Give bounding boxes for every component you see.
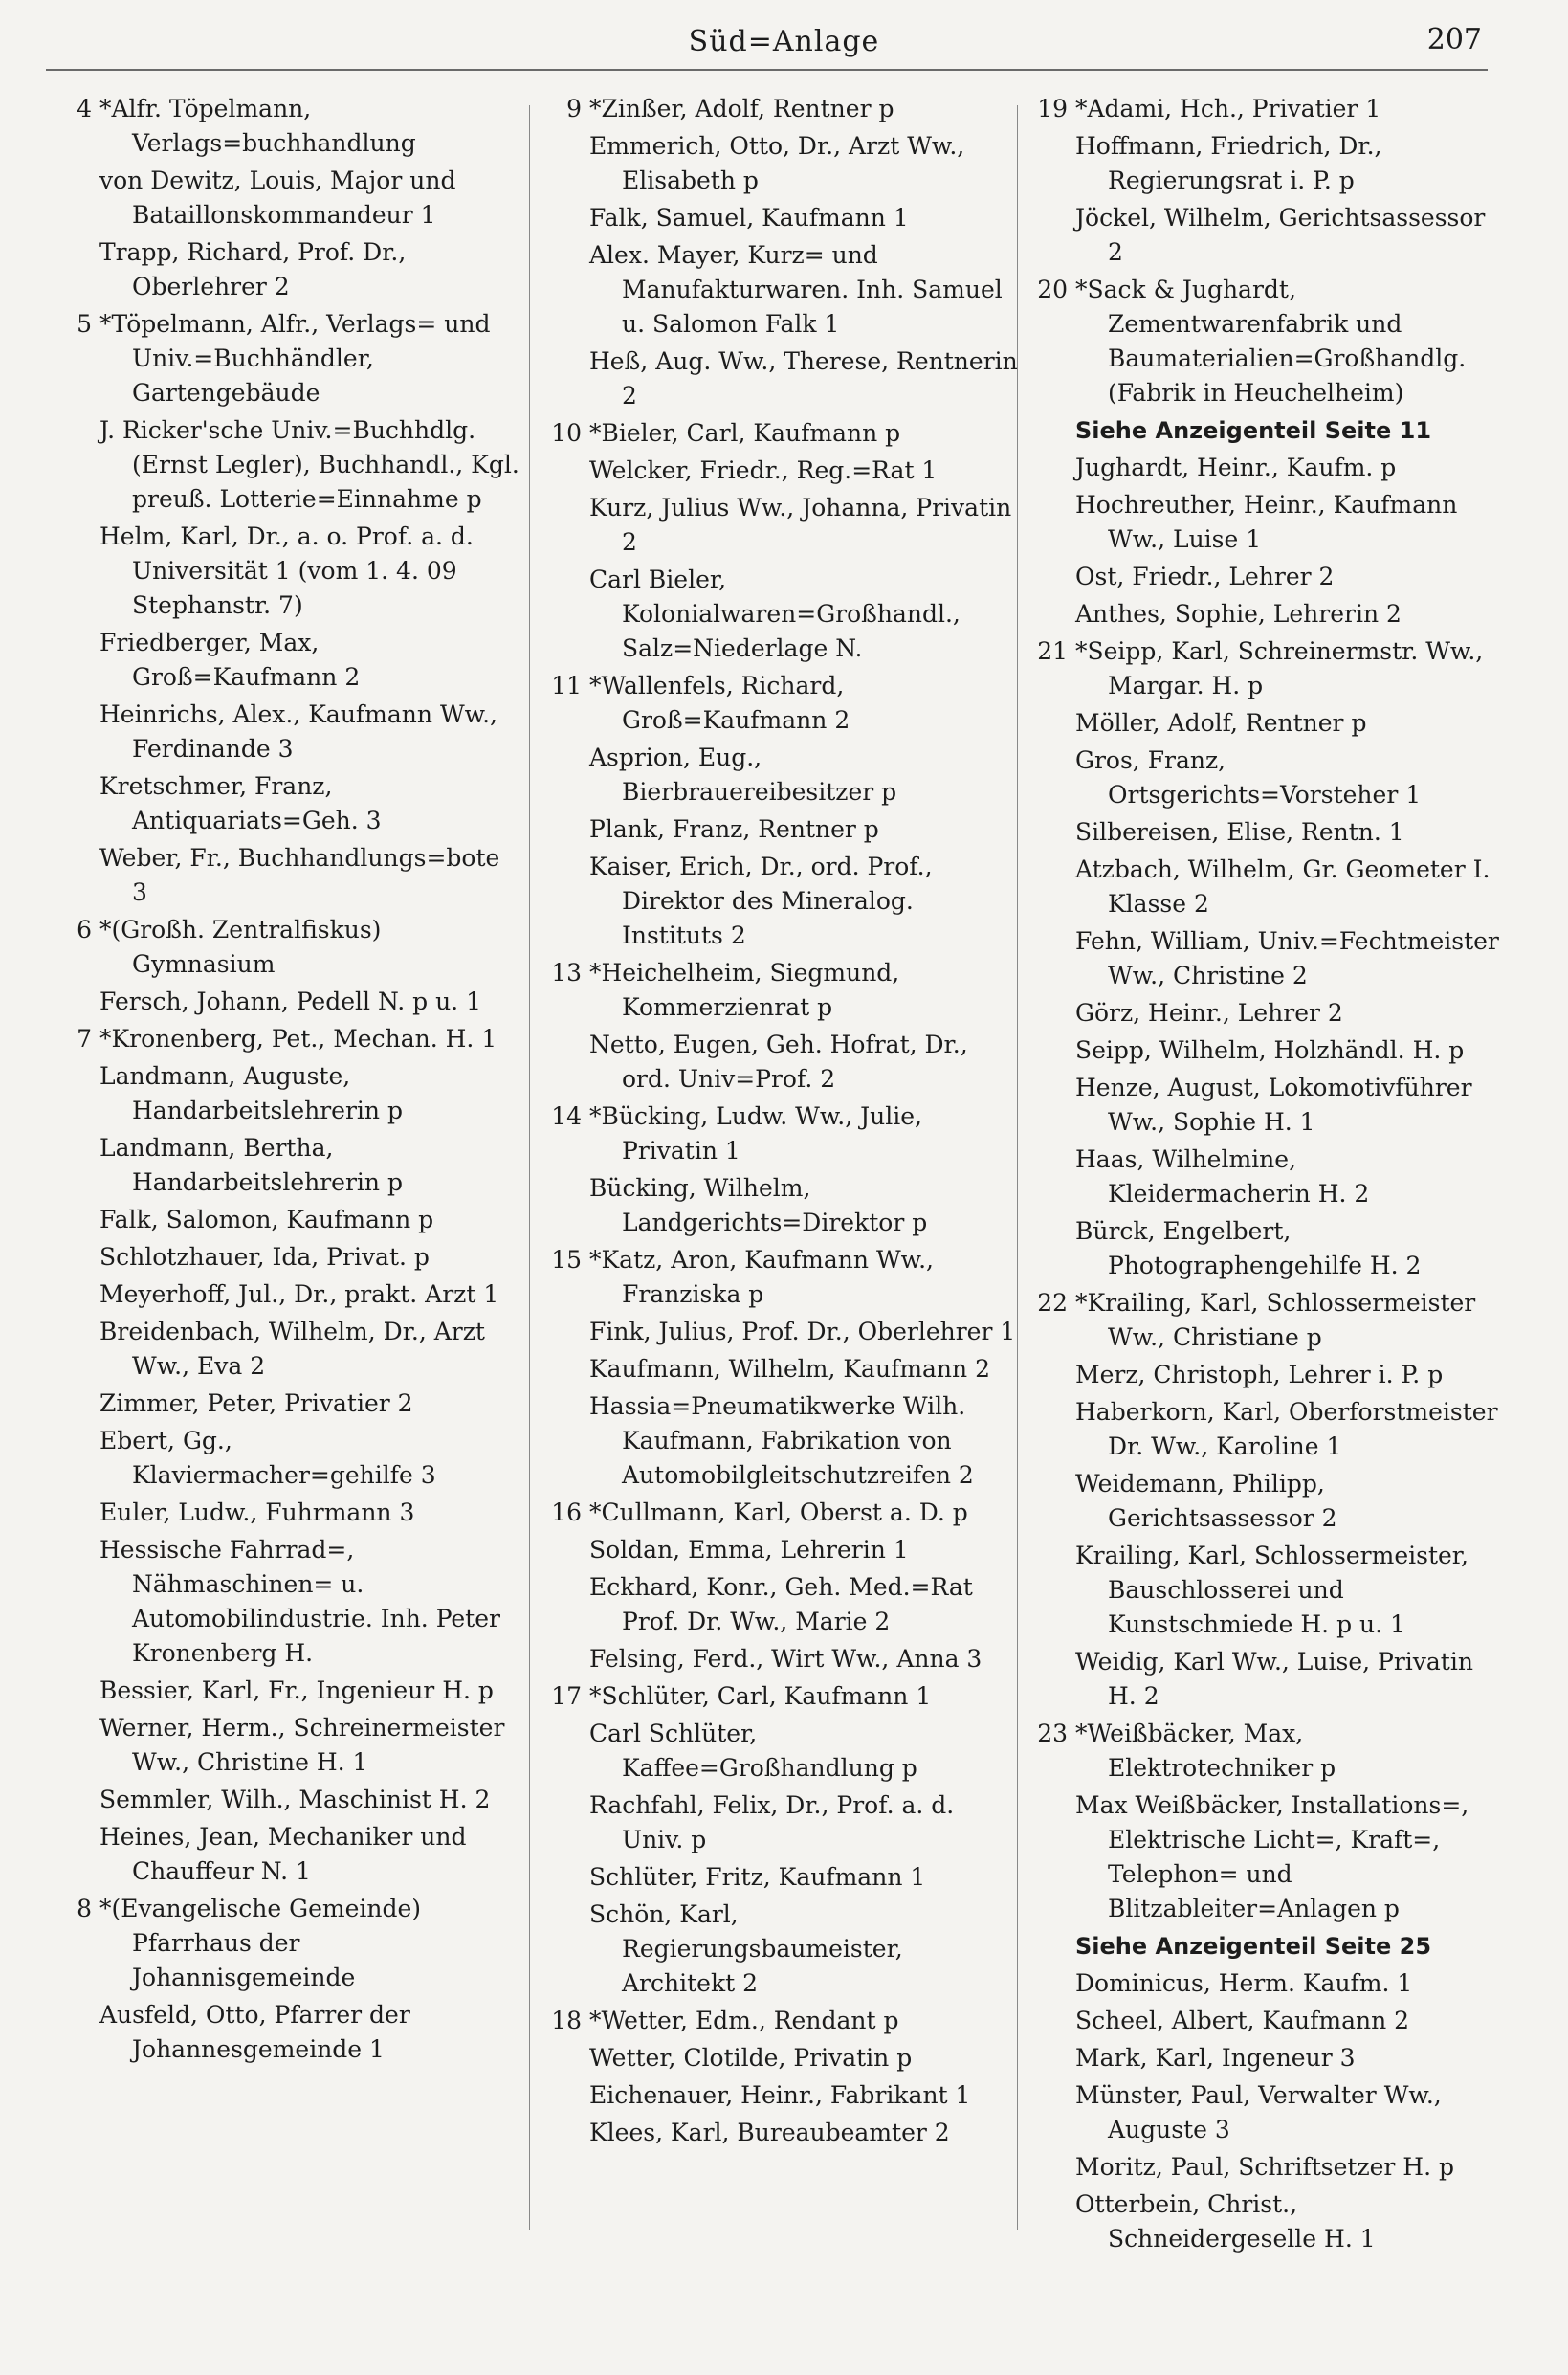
directory-entry	[536, 1570, 1019, 1639]
directory-entry	[536, 1496, 1019, 1530]
directory-entry	[536, 129, 1019, 198]
directory-entry	[1022, 996, 1500, 1031]
entry-text: *Wetter, Edm., Rendant p	[589, 2007, 899, 2034]
entry-text: Jughardt, Heinr., Kaufm. p	[1075, 454, 1397, 481]
entry-text: *Schlüter, Carl, Kaufmann 1	[589, 1682, 932, 1710]
directory-entry	[46, 1998, 519, 2067]
entry-text: Dominicus, Herm. Kaufm. 1	[1075, 1969, 1413, 1997]
house-number: 23	[1037, 1720, 1068, 1747]
entry-text: *Töpelmann, Alfr., Verlags= und Univ.=Buchhändler, Gartengebäude	[99, 310, 491, 407]
directory-entry	[536, 416, 1019, 451]
entry-text: Haas, Wilhelmine, Kleidermacherin H. 2	[1075, 1145, 1370, 1208]
entry-text: Emmerich, Otto, Dr., Arzt Ww., Elisabeth p	[589, 132, 965, 194]
directory-entry	[536, 1099, 1019, 1168]
directory-entry	[536, 2078, 1019, 2113]
entry-text: *Cullmann, Karl, Oberst a. D. p	[589, 1498, 968, 1526]
directory-entry	[46, 913, 519, 982]
directory-entry	[46, 1892, 519, 1995]
directory-entry	[1022, 1358, 1500, 1392]
entry-text: *Bieler, Carl, Kaufmann p	[589, 419, 901, 447]
directory-entry	[536, 1717, 1019, 1786]
column-1	[46, 92, 519, 2318]
entry-text: Semmler, Wilh., Maschinist H. 2	[99, 1786, 491, 1813]
directory-entry	[46, 1533, 519, 1671]
directory-entry	[1022, 706, 1500, 741]
directory-entry	[1022, 273, 1500, 411]
entry-text: Breidenbach, Wilhelm, Dr., Arzt Ww., Eva 2	[99, 1318, 485, 1380]
directory-entry	[46, 841, 519, 910]
entry-text: Anthes, Sophie, Lehrerin 2	[1075, 600, 1402, 628]
directory-entry	[46, 1203, 519, 1237]
directory-entry	[46, 1059, 519, 1128]
entry-text: *Bücking, Ludw. Ww., Julie, Privatin 1	[589, 1102, 922, 1165]
directory-entry	[536, 1788, 1019, 1857]
entry-text: Schlotzhauer, Ida, Privat. p	[99, 1243, 430, 1271]
directory-entry	[536, 92, 1019, 126]
directory-entry	[46, 1496, 519, 1530]
entry-text: Kaiser, Erich, Dr., ord. Prof., Direktor des Mineralog. Instituts 2	[589, 853, 933, 949]
directory-entry	[1022, 634, 1500, 703]
directory-entry	[1022, 1143, 1500, 1211]
directory-entry	[1022, 1717, 1500, 1786]
house-number: 11	[551, 672, 582, 699]
directory-entry	[46, 698, 519, 766]
directory-entry	[1022, 2150, 1500, 2185]
ad-reference-text: Siehe Anzeigenteil Seite 11	[1075, 417, 1432, 444]
entry-text: Falk, Salomon, Kaufmann p	[99, 1206, 434, 1233]
entry-text: Rachfahl, Felix, Dr., Prof. a. d. Univ. p	[589, 1791, 955, 1853]
entry-text: Schlüter, Fritz, Kaufmann 1	[589, 1863, 926, 1891]
entry-text: Soldan, Emma, Lehrerin 1	[589, 1536, 909, 1564]
directory-entry	[1022, 1286, 1500, 1355]
directory-entry	[536, 1243, 1019, 1312]
directory-entry	[1022, 1788, 1500, 1926]
directory-entry	[536, 238, 1019, 342]
entry-text: Netto, Eugen, Geh. Hofrat, Dr., ord. Univ=Prof. 2	[589, 1031, 968, 1093]
directory-entry	[536, 812, 1019, 847]
entry-text: Hochreuther, Heinr., Kaufmann Ww., Luise 1	[1075, 491, 1458, 553]
entry-text: Hessische Fahrrad=, Nähmaschinen= u. Automobilindustrie. Inh. Peter Kronenberg H.	[99, 1536, 500, 1667]
house-number: 7	[77, 1025, 92, 1053]
header-rule	[46, 69, 1488, 71]
entry-text: Bürck, Engelbert, Photographengehilfe H. 2	[1075, 1217, 1422, 1279]
house-number: 15	[551, 1246, 582, 1274]
directory-entry	[1022, 853, 1500, 921]
directory-entry	[536, 1171, 1019, 1240]
directory-entry	[536, 956, 1019, 1025]
directory-entry	[46, 626, 519, 695]
entry-text: Silbereisen, Elise, Rentn. 1	[1075, 818, 1404, 846]
directory-entry	[1022, 2187, 1500, 2256]
entry-text: *Sack & Jughardt, Zementwarenfabrik und Baumaterialien=Großhandlg. (Fabrik in Heuchelheim)	[1075, 276, 1467, 407]
page-number: 207	[1426, 23, 1482, 56]
entry-text: Hassia=Pneumatikwerke Wilh. Kaufmann, Fabrikation von Automobilgleitschutzreifen 2	[589, 1392, 974, 1489]
house-number: 16	[551, 1498, 582, 1526]
entry-text: Werner, Herm., Schreinermeister Ww., Christine H. 1	[99, 1714, 505, 1776]
entry-text: Welcker, Friedr., Reg.=Rat 1	[589, 456, 938, 484]
entry-text: *Krailing, Karl, Schlossermeister Ww., Christiane p	[1075, 1289, 1476, 1351]
entry-text: Friedberger, Max, Groß=Kaufmann 2	[99, 629, 361, 691]
entry-text: Carl Schlüter, Kaffee=Großhandlung p	[589, 1720, 917, 1782]
directory-entry	[1022, 488, 1500, 557]
entry-text: Hoffmann, Friedrich, Dr., Regierungsrat i. P. p	[1075, 132, 1382, 194]
directory-entry	[536, 1028, 1019, 1097]
directory-entry	[46, 1387, 519, 1421]
entry-text: Fersch, Johann, Pedell N. p u. 1	[99, 988, 481, 1015]
entry-text: Carl Bieler, Kolonialwaren=Großhandl., Salz=Niederlage N.	[589, 566, 961, 662]
entry-text: Fink, Julius, Prof. Dr., Oberlehrer 1	[589, 1318, 1016, 1345]
directory-entry	[46, 1022, 519, 1056]
directory-entry	[536, 1898, 1019, 2001]
entry-text: Plank, Franz, Rentner p	[589, 815, 879, 843]
entry-text: Fehn, William, Univ.=Fechtmeister Ww., Christine 2	[1075, 927, 1499, 989]
directory-entry	[1022, 560, 1500, 594]
entry-text: Eckhard, Konr., Geh. Med.=Rat Prof. Dr. Ww., Marie 2	[589, 1573, 973, 1635]
house-number: 13	[551, 959, 582, 987]
entry-text: *Seipp, Karl, Schreinermstr. Ww., Margar. H. p	[1075, 637, 1484, 699]
entry-text: Ausfeld, Otto, Pfarrer der Johannesgemeinde 1	[99, 2001, 410, 2063]
entry-text: Felsing, Ferd., Wirt Ww., Anna 3	[589, 1645, 983, 1673]
entry-text: Schön, Karl, Regierungsbaumeister, Architekt 2	[589, 1900, 903, 1997]
ad-reference	[1022, 1929, 1500, 1964]
house-number: 20	[1037, 276, 1068, 303]
entry-text: *Wallenfels, Richard, Groß=Kaufmann 2	[589, 672, 850, 734]
entry-text: Merz, Christoph, Lehrer i. P. p	[1075, 1361, 1444, 1388]
directory-entry	[1022, 1395, 1500, 1464]
ad-reference-text: Siehe Anzeigenteil Seite 25	[1075, 1933, 1432, 1960]
entry-text: Scheel, Albert, Kaufmann 2	[1075, 2007, 1410, 2034]
entry-text: Görz, Heinr., Lehrer 2	[1075, 999, 1343, 1027]
directory-entry	[46, 1240, 519, 1275]
entry-text: Weidemann, Philipp, Gerichtsassessor 2	[1075, 1470, 1337, 1532]
house-number: 4	[77, 95, 92, 122]
directory-entry	[46, 235, 519, 304]
directory-entry	[46, 1277, 519, 1312]
house-number: 6	[77, 916, 92, 943]
entry-text: Asprion, Eug., Bierbrauereibesitzer p	[589, 744, 897, 806]
directory-entry	[1022, 1033, 1500, 1068]
entry-text: Klees, Karl, Bureaubeamter 2	[589, 2119, 950, 2146]
house-number: 21	[1037, 637, 1068, 665]
entry-text: Seipp, Wilhelm, Holzhändl. H. p	[1075, 1036, 1465, 1064]
entry-text: Max Weißbäcker, Installations=, Elektrische Licht=, Kraft=, Telephon= und Blitzableiter=Anlagen p	[1075, 1791, 1469, 1922]
entry-text: Henze, August, Lokomotivführer Ww., Sophie H. 1	[1075, 1074, 1472, 1136]
directory-entry	[536, 491, 1019, 560]
house-number: 9	[566, 95, 582, 122]
directory-entry	[536, 454, 1019, 488]
directory-entry	[536, 741, 1019, 810]
directory-entry	[46, 520, 519, 623]
directory-entry	[536, 1679, 1019, 1714]
entry-text: Helm, Karl, Dr., a. o. Prof. a. d. Universität 1 (vom 1. 4. 09 Stephanstr. 7)	[99, 522, 474, 619]
entry-text: *Kronenberg, Pet., Mechan. H. 1	[99, 1025, 497, 1053]
directory-entry	[1022, 1645, 1500, 1714]
directory-entry	[1022, 815, 1500, 850]
column-2	[536, 92, 1019, 2318]
directory-entry	[536, 1315, 1019, 1349]
directory-entry	[536, 1352, 1019, 1387]
directory-entry	[46, 769, 519, 838]
entry-text: *Weißbäcker, Max, Elektrotechniker p	[1075, 1720, 1336, 1782]
directory-entry	[1022, 1467, 1500, 1536]
directory-entry	[46, 1424, 519, 1493]
directory-entry	[536, 1533, 1019, 1567]
directory-entry	[46, 413, 519, 517]
entry-text: Ebert, Gg., Klaviermacher=gehilfe 3	[99, 1427, 436, 1489]
entry-text: Heines, Jean, Mechaniker und Chauffeur N. 1	[99, 1823, 467, 1885]
directory-entry	[536, 2041, 1019, 2075]
directory-entry	[536, 1860, 1019, 1895]
entry-text: Mark, Karl, Ingeneur 3	[1075, 2044, 1356, 2072]
entry-text: Trapp, Richard, Prof. Dr., Oberlehrer 2	[99, 238, 407, 300]
directory-entry	[46, 1674, 519, 1708]
entry-text: Moritz, Paul, Schriftsetzer H. p	[1075, 2153, 1455, 2181]
entry-text: Meyerhoff, Jul., Dr., prakt. Arzt 1	[99, 1280, 499, 1308]
directory-entry	[1022, 2004, 1500, 2038]
house-number: 19	[1037, 95, 1068, 122]
directory-entry	[1022, 2078, 1500, 2147]
directory-entry	[536, 344, 1019, 413]
directory-entry	[1022, 451, 1500, 485]
directory-entry	[536, 669, 1019, 738]
house-number: 10	[551, 419, 582, 447]
directory-entry	[1022, 92, 1500, 126]
entry-text: Landmann, Auguste, Handarbeitslehrerin p	[99, 1062, 403, 1124]
entry-text: *Zinßer, Adolf, Rentner p	[589, 95, 894, 122]
entry-text: Falk, Samuel, Kaufmann 1	[589, 204, 909, 232]
directory-entry	[46, 985, 519, 1019]
entry-text: J. Ricker'sche Univ.=Buchhdlg. (Ernst Legler), Buchhandl., Kgl. preuß. Lotterie=Einnahme p	[99, 416, 519, 513]
entry-text: *(Großh. Zentralfiskus) Gymnasium	[99, 916, 382, 978]
directory-entry	[1022, 597, 1500, 632]
directory-entry	[536, 201, 1019, 235]
entry-text: Weidig, Karl Ww., Luise, Privatin H. 2	[1075, 1648, 1473, 1710]
directory-entry	[46, 1711, 519, 1780]
directory-entry	[46, 1820, 519, 1889]
directory-entry	[46, 1783, 519, 1817]
entry-text: Heß, Aug. Ww., Therese, Rentnerin 2	[589, 347, 1018, 410]
directory-entry	[1022, 1214, 1500, 1283]
entry-text: Bücking, Wilhelm, Landgerichts=Direktor p	[589, 1174, 928, 1236]
directory-entry	[1022, 1966, 1500, 2001]
directory-entry	[46, 92, 519, 161]
column-3	[1022, 92, 1500, 2318]
entry-text: Euler, Ludw., Fuhrmann 3	[99, 1498, 415, 1526]
page-title: Süd=Anlage	[688, 25, 880, 58]
directory-entry	[1022, 924, 1500, 993]
directory-entry	[46, 307, 519, 411]
entry-text: Otterbein, Christ., Schneidergeselle H. 1	[1075, 2190, 1376, 2253]
column-divider	[529, 105, 530, 2230]
directory-entry	[1022, 201, 1500, 270]
entry-text: *Alfr. Töpelmann, Verlags=buchhandlung	[99, 95, 416, 157]
entry-text: Münster, Paul, Verwalter Ww., Auguste 3	[1075, 2081, 1442, 2143]
house-number: 17	[551, 1682, 582, 1710]
directory-entry	[46, 164, 519, 233]
directory-entry	[46, 1131, 519, 1200]
directory-entry	[1022, 129, 1500, 198]
house-number: 14	[551, 1102, 582, 1130]
entry-text: Zimmer, Peter, Privatier 2	[99, 1389, 413, 1417]
entry-text: Eichenauer, Heinr., Fabrikant 1	[589, 2081, 971, 2109]
entry-text: Kretschmer, Franz, Antiquariats=Geh. 3	[99, 772, 382, 834]
entry-text: Landmann, Bertha, Handarbeitslehrerin p	[99, 1134, 403, 1196]
entry-text: *Katz, Aron, Kaufmann Ww., Franziska p	[589, 1246, 934, 1308]
house-number: 5	[77, 310, 92, 338]
entry-text: Bessier, Karl, Fr., Ingenieur H. p	[99, 1676, 494, 1704]
entry-text: *Heichelheim, Siegmund, Kommerzienrat p	[589, 959, 900, 1021]
directory-entry	[1022, 1539, 1500, 1642]
directory-entry	[1022, 744, 1500, 812]
entry-text: Alex. Mayer, Kurz= und Manufakturwaren. Inh. Samuel u. Salomon Falk 1	[589, 241, 1003, 338]
house-number: 22	[1037, 1289, 1068, 1317]
directory-entry	[536, 850, 1019, 953]
entry-text: Wetter, Clotilde, Privatin p	[589, 2044, 913, 2072]
entry-text: Kurz, Julius Ww., Johanna, Privatin 2	[589, 494, 1012, 556]
directory-entry	[536, 563, 1019, 666]
entry-text: Weber, Fr., Buchhandlungs=bote 3	[99, 844, 500, 906]
directory-entry	[1022, 1071, 1500, 1140]
entry-text: Ost, Friedr., Lehrer 2	[1075, 563, 1335, 590]
page-header	[0, 21, 1568, 67]
house-number: 8	[77, 1895, 92, 1922]
directory-entry	[536, 1389, 1019, 1493]
entry-text: Kaufmann, Wilhelm, Kaufmann 2	[589, 1355, 990, 1383]
entry-text: *(Evangelische Gemeinde) Pfarrhaus der Johannisgemeinde	[99, 1895, 422, 1991]
house-number: 18	[551, 2007, 582, 2034]
entry-text: Heinrichs, Alex., Kaufmann Ww., Ferdinande 3	[99, 700, 497, 763]
ad-reference	[1022, 413, 1500, 448]
entry-text: Jöckel, Wilhelm, Gerichtsassessor 2	[1075, 204, 1486, 266]
entry-text: von Dewitz, Louis, Major und Bataillonskommandeur 1	[99, 166, 456, 229]
directory-entry	[536, 2116, 1019, 2150]
entry-text: Möller, Adolf, Rentner p	[1075, 709, 1367, 737]
directory-entry	[536, 1642, 1019, 1676]
directory-entry	[1022, 2041, 1500, 2075]
entry-text: Gros, Franz, Ortsgerichts=Vorsteher 1	[1075, 746, 1422, 809]
entry-text: Haberkorn, Karl, Oberforstmeister Dr. Ww., Karoline 1	[1075, 1398, 1498, 1460]
entry-text: Krailing, Karl, Schlossermeister, Bauschlosserei und Kunstschmiede H. p u. 1	[1075, 1542, 1469, 1638]
entry-text: Atzbach, Wilhelm, Gr. Geometer I. Klasse 2	[1075, 855, 1491, 918]
directory-entry	[46, 1315, 519, 1384]
entry-text: *Adami, Hch., Privatier 1	[1075, 95, 1381, 122]
directory-entry	[536, 2004, 1019, 2038]
